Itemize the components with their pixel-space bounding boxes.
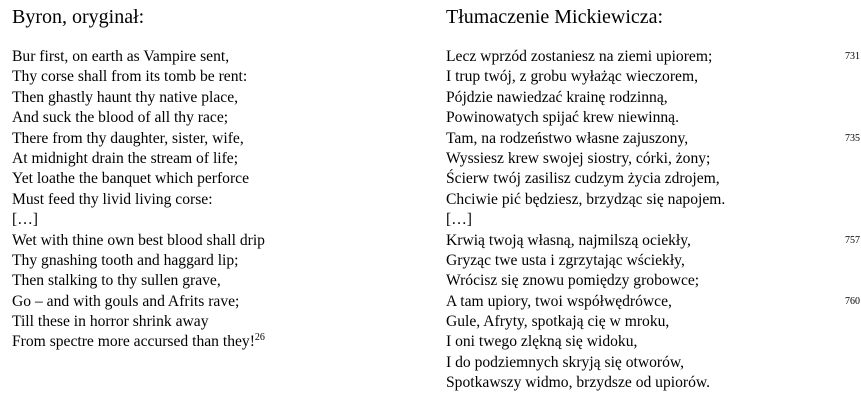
verse-line-text: I do podziemnych skryją się otworów, xyxy=(446,353,685,371)
verse-line xyxy=(446,292,860,312)
verse-line: And suck the blood of all thy race; xyxy=(12,109,229,127)
verse-line-text: Ścierw twój zasilisz cudzym życia zdrojem, xyxy=(446,170,720,188)
verse-line: Go – and with gouls and Afrits rave; xyxy=(12,292,240,310)
verse-line-text: Spotkawszy widmo, brzydsze od upiorów. xyxy=(446,374,711,392)
line-number: 731 xyxy=(845,51,860,62)
line-number: 757 xyxy=(845,234,860,246)
verse-line: Then stalking to thy sullen grave, xyxy=(12,272,221,290)
verse-line: Then ghastly haunt thy native place, xyxy=(12,88,239,106)
verse-line: Till these in horror shrink away xyxy=(12,313,209,331)
verse-line-text: Lecz wprzód zostaniesz na ziemi upiorem; xyxy=(446,48,713,65)
footnote-marker: 26 xyxy=(254,332,265,344)
verse-line-text: Wyssiesz krew swojej siostry, córki, żony; xyxy=(446,149,711,167)
verse-line xyxy=(446,251,846,271)
verse-line xyxy=(446,129,860,149)
line-number: 735 xyxy=(845,132,860,144)
line-number: 760 xyxy=(845,295,860,307)
verse-line xyxy=(446,312,846,332)
verse-line xyxy=(446,231,860,251)
verse-line-text: Tam, na rodzeństwo własne zajuszony, xyxy=(446,129,689,147)
verse-line: Bur first, on earth as Vampire sent, xyxy=(12,48,230,65)
verse-line: Wet with thine own best blood shall drip xyxy=(12,231,265,249)
verse-line-text: I trup twój, z grobu wyłażąc wieczorem, xyxy=(446,68,698,86)
verse-line-text: A tam upiory, twoi współwędrówce, xyxy=(446,292,672,310)
verse-line: There from thy daughter, sister, wife, xyxy=(12,129,244,147)
verse-line xyxy=(446,190,846,210)
verse-line: At midnight drain the stream of life; xyxy=(12,149,239,167)
original-verse xyxy=(12,47,422,353)
verse-line xyxy=(446,169,846,189)
translation-heading: Tłumaczenie Mickiewicza: xyxy=(446,6,664,28)
verse-line-text: Gule, Afryty, spotkają cię w mroku, xyxy=(446,313,670,331)
verse-line: Thy corse shall from its tomb be rent: xyxy=(12,68,248,86)
verse-line xyxy=(446,271,846,291)
verse-line-text: I oni twego zlękną się widoku, xyxy=(446,333,638,351)
verse-line-text: […] xyxy=(446,211,472,229)
verse-line xyxy=(446,108,846,128)
verse-line xyxy=(446,332,846,352)
verse-line-text: Pójdzie nawiedzać krainę rodzinną, xyxy=(446,88,668,106)
verse-line-text: Gryząc twe usta i zgrzytając wściekły, xyxy=(446,251,685,269)
verse-ellipsis: […] xyxy=(12,211,38,229)
verse-ellipsis xyxy=(446,210,846,230)
verse-line-text: Wrócisz się znowu pomiędzy grobowce; xyxy=(446,272,700,290)
verse-line: Must feed thy livid living corse: xyxy=(12,190,213,208)
verse-line-text: From spectre more accursed than they! xyxy=(12,333,255,351)
translation-verse xyxy=(446,47,860,394)
verse-line-text: Chciwie pić będziesz, brzydząc się napojem. xyxy=(446,190,726,208)
verse-line xyxy=(446,353,846,373)
verse-line-text: Powinowatych spijać krew niewinną. xyxy=(446,109,679,127)
verse-line xyxy=(446,149,846,169)
verse-line xyxy=(446,373,846,393)
verse-line-text: Krwią twoją własną, najmilszą ociekły, xyxy=(446,231,691,249)
verse-line xyxy=(446,67,846,87)
verse-line: Thy gnashing tooth and haggard lip; xyxy=(12,251,239,269)
verse-line-with-footnote xyxy=(12,332,422,352)
original-heading: Byron, oryginał: xyxy=(12,6,145,28)
verse-line xyxy=(446,88,846,108)
verse-line xyxy=(446,47,860,67)
verse-line: Yet loathe the banquet which perforce xyxy=(12,170,250,188)
